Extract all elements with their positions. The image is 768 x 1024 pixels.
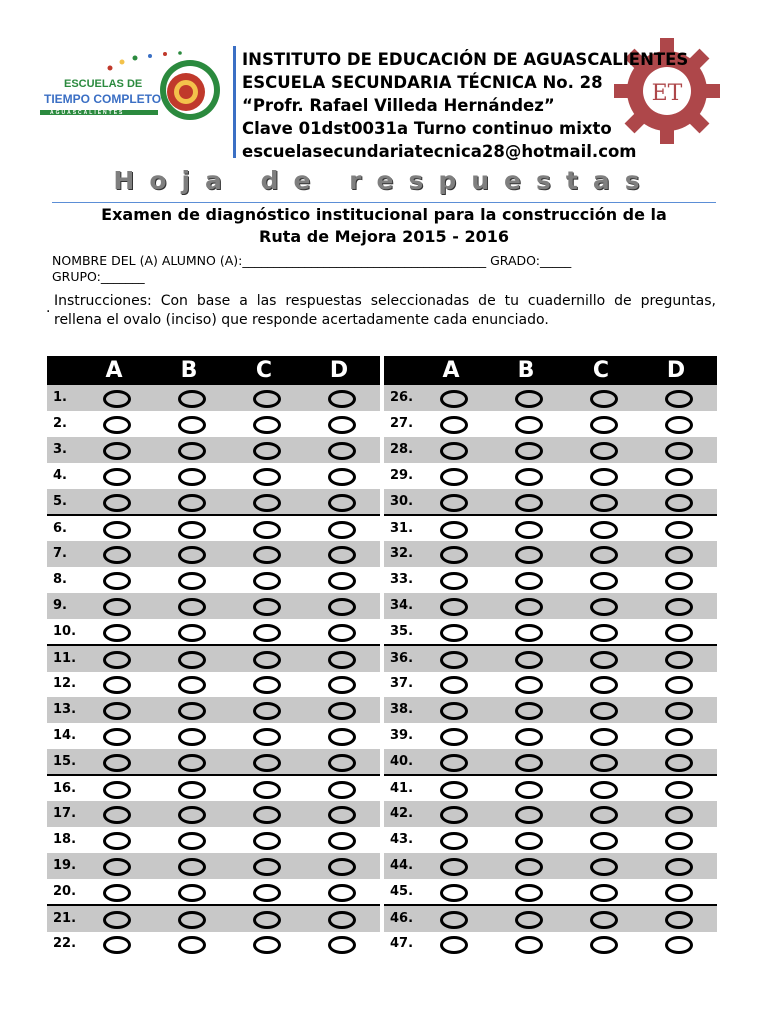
answer-bubble-b[interactable] (178, 728, 206, 746)
answer-bubble-a[interactable] (103, 494, 131, 512)
answer-bubble-b[interactable] (178, 676, 206, 694)
answer-bubble-c[interactable] (253, 754, 281, 772)
option-header-c: C (255, 358, 273, 383)
answer-bubble-d[interactable] (328, 676, 356, 694)
answer-bubble-c[interactable] (253, 598, 281, 616)
question-number: 32. (390, 546, 414, 561)
exam-subtitle-line2: Ruta de Mejora 2015 - 2016 (259, 227, 509, 246)
answer-row (384, 437, 717, 463)
answer-bubble-a[interactable] (440, 806, 468, 824)
question-number: 10. (53, 624, 77, 639)
answer-bubble-d[interactable] (328, 546, 356, 564)
answer-row (47, 879, 380, 905)
answer-bubble-c[interactable] (253, 442, 281, 460)
option-header-d: D (329, 358, 349, 383)
option-header-b: B (517, 358, 535, 383)
answer-bubble-a[interactable] (103, 442, 131, 460)
answer-bubble-a[interactable] (103, 390, 131, 408)
answer-bubble-c[interactable] (253, 521, 281, 539)
option-header-b: B (180, 358, 198, 383)
answer-bubble-a[interactable] (440, 754, 468, 772)
answer-bubble-a[interactable] (440, 572, 468, 590)
question-number: 46. (390, 911, 414, 926)
answer-bubble-c[interactable] (590, 598, 618, 616)
instructions: Instrucciones: Con base a las respuestas seleccionadas de tu cuadernillo de preguntas, rellena el ovalo (inciso) que responde acertadamente cada enunciado. (54, 293, 716, 328)
question-number: 30. (390, 494, 414, 509)
question-number: 17. (53, 806, 77, 821)
answer-bubble-c[interactable] (590, 390, 618, 408)
answer-bubble-a[interactable] (440, 936, 468, 954)
answer-bubble-a[interactable] (103, 884, 131, 902)
question-number: 16. (53, 781, 77, 796)
answer-bubble-a[interactable] (103, 781, 131, 799)
answer-row (384, 697, 717, 723)
answer-bubble-b[interactable] (178, 546, 206, 564)
answer-bubble-d[interactable] (665, 676, 693, 694)
answer-bubble-c[interactable] (590, 911, 618, 929)
answer-bubble-a[interactable] (440, 416, 468, 434)
answer-bubble-b[interactable] (178, 442, 206, 460)
answer-bubble-a[interactable] (440, 728, 468, 746)
svg-text:ET: ET (651, 81, 683, 106)
answer-bubble-d[interactable] (665, 494, 693, 512)
question-number: 44. (390, 858, 414, 873)
answer-row (47, 774, 380, 802)
answer-row (47, 514, 380, 542)
question-number: 29. (390, 468, 414, 483)
answer-bubble-a[interactable] (440, 702, 468, 720)
question-number: 9. (53, 598, 67, 613)
answer-bubble-c[interactable] (590, 728, 618, 746)
answer-bubble-a[interactable] (103, 651, 131, 669)
question-number: 22. (53, 936, 77, 951)
answer-bubble-d[interactable] (328, 572, 356, 590)
answer-row (384, 853, 717, 879)
answer-bubble-a[interactable] (440, 494, 468, 512)
question-number: 7. (53, 546, 67, 561)
answer-bubble-d[interactable] (328, 468, 356, 486)
answer-bubble-b[interactable] (178, 521, 206, 539)
answer-bubble-c[interactable] (590, 651, 618, 669)
option-header-c: C (592, 358, 610, 383)
answer-row (47, 619, 380, 645)
answer-bubble-b[interactable] (515, 806, 543, 824)
answer-row (384, 567, 717, 593)
answer-row (384, 644, 717, 672)
question-number: 19. (53, 858, 77, 873)
bullet-dot: . (46, 300, 51, 316)
answer-row (384, 619, 717, 645)
answer-bubble-a[interactable] (440, 781, 468, 799)
answer-row (384, 774, 717, 802)
answer-bubble-a[interactable] (440, 832, 468, 850)
question-number: 37. (390, 676, 414, 691)
logo-text-line2: TIEMPO COMPLETO (44, 92, 162, 106)
answer-bubble-c[interactable] (590, 936, 618, 954)
answer-bubble-b[interactable] (178, 754, 206, 772)
school-name: ESCUELA SECUNDARIA TÉCNICA No. 28 (242, 73, 603, 92)
answer-bubble-b[interactable] (515, 754, 543, 772)
answer-bubble-a[interactable] (440, 546, 468, 564)
answer-bubble-b[interactable] (178, 911, 206, 929)
answer-bubble-a[interactable] (103, 521, 131, 539)
answer-row (384, 489, 717, 515)
answer-bubble-b[interactable] (515, 416, 543, 434)
answer-bubble-a[interactable] (103, 936, 131, 954)
question-number: 38. (390, 702, 414, 717)
answer-bubble-a[interactable] (103, 546, 131, 564)
answer-bubble-b[interactable] (515, 936, 543, 954)
question-number: 8. (53, 572, 67, 587)
answer-bubble-d[interactable] (665, 781, 693, 799)
answer-row (384, 904, 717, 932)
question-number: 1. (53, 390, 67, 405)
answer-bubble-c[interactable] (253, 911, 281, 929)
answer-bubble-c[interactable] (590, 858, 618, 876)
answer-bubble-a[interactable] (103, 806, 131, 824)
question-number: 4. (53, 468, 67, 483)
answer-bubble-d[interactable] (328, 781, 356, 799)
answer-bubble-d[interactable] (665, 884, 693, 902)
answer-bubble-a[interactable] (103, 911, 131, 929)
answer-bubble-b[interactable] (515, 442, 543, 460)
answer-bubble-c[interactable] (590, 416, 618, 434)
answer-row (47, 853, 380, 879)
answer-row (47, 567, 380, 593)
answer-bubble-d[interactable] (665, 728, 693, 746)
answer-bubble-a[interactable] (440, 521, 468, 539)
answer-bubble-d[interactable] (665, 754, 693, 772)
answer-bubble-a[interactable] (440, 390, 468, 408)
answer-bubble-c[interactable] (590, 521, 618, 539)
answer-bubble-c[interactable] (253, 676, 281, 694)
question-number: 26. (390, 390, 414, 405)
answer-bubble-b[interactable] (178, 702, 206, 720)
answer-bubble-c[interactable] (590, 546, 618, 564)
answer-bubble-b[interactable] (178, 651, 206, 669)
answer-bubble-a[interactable] (440, 651, 468, 669)
question-number: 31. (390, 521, 414, 536)
answer-bubble-b[interactable] (515, 624, 543, 642)
answer-bubble-d[interactable] (328, 390, 356, 408)
right-options-header (384, 356, 717, 385)
answer-row (47, 801, 380, 827)
answer-bubble-c[interactable] (590, 702, 618, 720)
answer-bubble-d[interactable] (328, 651, 356, 669)
answer-bubble-c[interactable] (253, 494, 281, 512)
answer-row (384, 723, 717, 749)
answer-row (47, 437, 380, 463)
answer-row (47, 593, 380, 619)
answer-bubble-b[interactable] (515, 390, 543, 408)
answer-bubble-a[interactable] (103, 598, 131, 616)
answer-bubble-c[interactable] (253, 884, 281, 902)
answer-bubble-a[interactable] (440, 598, 468, 616)
answer-bubble-b[interactable] (515, 832, 543, 850)
answer-bubble-b[interactable] (515, 702, 543, 720)
answer-bubble-b[interactable] (515, 728, 543, 746)
answer-bubble-b[interactable] (178, 936, 206, 954)
answer-row (384, 593, 717, 619)
question-number: 20. (53, 884, 77, 899)
student-name-grade-field[interactable]: NOMBRE DEL (A) ALUMNO (A):_______________________________________ GRADO:_____ (52, 253, 572, 268)
answer-bubble-a[interactable] (440, 442, 468, 460)
answer-bubble-a[interactable] (103, 676, 131, 694)
option-header-a: A (442, 358, 460, 383)
tiempo-completo-logo (40, 48, 220, 128)
question-number: 47. (390, 936, 414, 951)
answer-bubble-d[interactable] (665, 416, 693, 434)
answer-bubble-a[interactable] (440, 468, 468, 486)
answer-bubble-c[interactable] (253, 546, 281, 564)
answer-bubble-d[interactable] (328, 884, 356, 902)
answer-bubble-d[interactable] (328, 702, 356, 720)
answer-bubble-c[interactable] (590, 624, 618, 642)
answer-bubble-c[interactable] (590, 442, 618, 460)
answer-bubble-a[interactable] (103, 728, 131, 746)
answer-bubble-d[interactable] (328, 521, 356, 539)
question-number: 6. (53, 521, 67, 536)
answer-bubble-a[interactable] (440, 858, 468, 876)
answer-bubble-b[interactable] (515, 884, 543, 902)
answer-bubble-d[interactable] (665, 702, 693, 720)
answer-bubble-d[interactable] (665, 598, 693, 616)
answer-row (47, 749, 380, 775)
answer-row (384, 671, 717, 697)
question-number: 3. (53, 442, 67, 457)
answer-bubble-d[interactable] (328, 728, 356, 746)
answer-bubble-b[interactable] (515, 494, 543, 512)
answer-bubble-c[interactable] (590, 494, 618, 512)
answer-bubble-d[interactable] (328, 754, 356, 772)
question-number: 13. (53, 702, 77, 717)
school-namesake: “Profr. Rafael Villeda Hernández” (242, 96, 555, 115)
answer-bubble-b[interactable] (515, 546, 543, 564)
question-number: 12. (53, 676, 77, 691)
answer-bubble-d[interactable] (328, 442, 356, 460)
answer-row (384, 385, 717, 411)
answer-bubble-a[interactable] (103, 572, 131, 590)
question-number: 5. (53, 494, 67, 509)
answer-bubble-b[interactable] (178, 624, 206, 642)
answer-bubble-c[interactable] (253, 651, 281, 669)
exam-subtitle-line1: Examen de diagnóstico institucional para la construcción de la (101, 205, 667, 224)
answer-bubble-c[interactable] (590, 832, 618, 850)
answer-row (384, 931, 717, 957)
answer-bubble-c[interactable] (253, 806, 281, 824)
option-header-a: A (105, 358, 123, 383)
question-number: 34. (390, 598, 414, 613)
school-info (242, 48, 762, 163)
answer-bubble-d[interactable] (665, 806, 693, 824)
question-number: 27. (390, 416, 414, 431)
answer-bubble-a[interactable] (103, 468, 131, 486)
answer-bubble-b[interactable] (178, 494, 206, 512)
answer-bubble-b[interactable] (515, 468, 543, 486)
answer-bubble-d[interactable] (665, 624, 693, 642)
answer-bubble-c[interactable] (253, 572, 281, 590)
answer-row (384, 463, 717, 489)
page-title: Hoja de respuestas (113, 166, 655, 195)
answer-row (47, 671, 380, 697)
answer-bubble-c[interactable] (590, 676, 618, 694)
answer-row (47, 827, 380, 853)
answer-row (47, 697, 380, 723)
answer-row (47, 904, 380, 932)
answer-bubble-c[interactable] (590, 572, 618, 590)
answer-row (47, 931, 380, 957)
question-number: 33. (390, 572, 414, 587)
answer-bubble-c[interactable] (590, 468, 618, 486)
answer-bubble-d[interactable] (328, 858, 356, 876)
answer-row (384, 411, 717, 437)
question-number: 14. (53, 728, 77, 743)
option-header-d: D (666, 358, 686, 383)
answer-bubble-c[interactable] (590, 781, 618, 799)
answer-bubble-c[interactable] (590, 754, 618, 772)
answer-bubble-b[interactable] (178, 781, 206, 799)
answer-bubble-d[interactable] (328, 598, 356, 616)
answer-row (47, 541, 380, 567)
answer-row (47, 463, 380, 489)
question-number: 2. (53, 416, 67, 431)
answer-bubble-c[interactable] (253, 936, 281, 954)
answer-bubble-b[interactable] (178, 390, 206, 408)
answer-bubble-b[interactable] (178, 832, 206, 850)
answer-bubble-b[interactable] (515, 521, 543, 539)
answer-row (384, 749, 717, 775)
answer-bubble-d[interactable] (665, 936, 693, 954)
answer-bubble-a[interactable] (103, 624, 131, 642)
answer-bubble-d[interactable] (665, 832, 693, 850)
question-number: 36. (390, 651, 414, 666)
answer-bubble-d[interactable] (328, 911, 356, 929)
answer-bubble-a[interactable] (103, 754, 131, 772)
question-number: 18. (53, 832, 77, 847)
question-number: 40. (390, 754, 414, 769)
answer-bubble-c[interactable] (253, 390, 281, 408)
question-number: 43. (390, 832, 414, 847)
answer-row (384, 514, 717, 542)
answer-bubble-c[interactable] (253, 702, 281, 720)
question-number: 39. (390, 728, 414, 743)
answer-row (384, 801, 717, 827)
answer-bubble-d[interactable] (328, 936, 356, 954)
answer-bubble-c[interactable] (253, 728, 281, 746)
answer-bubble-b[interactable] (515, 781, 543, 799)
question-number: 45. (390, 884, 414, 899)
answer-bubble-d[interactable] (665, 521, 693, 539)
answer-bubble-b[interactable] (178, 416, 206, 434)
school-email: escuelasecundariatecnica28@hotmail.com (242, 142, 637, 161)
left-options-header (47, 356, 380, 385)
answer-bubble-a[interactable] (103, 832, 131, 850)
answer-bubble-b[interactable] (178, 572, 206, 590)
answer-bubble-b[interactable] (178, 858, 206, 876)
answer-bubble-c[interactable] (590, 884, 618, 902)
student-fields (52, 253, 716, 285)
answer-bubble-d[interactable] (328, 494, 356, 512)
answer-bubble-b[interactable] (515, 858, 543, 876)
answer-bubble-d[interactable] (665, 442, 693, 460)
title-divider (52, 202, 716, 203)
answer-bubble-c[interactable] (590, 806, 618, 824)
answer-bubble-c[interactable] (253, 416, 281, 434)
answer-bubble-a[interactable] (440, 884, 468, 902)
answer-bubble-b[interactable] (178, 884, 206, 902)
answer-bubble-d[interactable] (665, 546, 693, 564)
answer-bubble-d[interactable] (665, 390, 693, 408)
answer-row (384, 879, 717, 905)
answer-bubble-c[interactable] (253, 468, 281, 486)
answer-bubble-b[interactable] (178, 468, 206, 486)
answer-bubble-a[interactable] (103, 858, 131, 876)
answer-bubble-a[interactable] (103, 702, 131, 720)
answer-bubble-a[interactable] (440, 911, 468, 929)
logo-text-line3: AGUASCALIENTES (50, 110, 125, 116)
answer-bubble-b[interactable] (515, 598, 543, 616)
question-number: 41. (390, 781, 414, 796)
answer-row (47, 644, 380, 672)
answer-bubble-d[interactable] (665, 911, 693, 929)
answer-bubble-c[interactable] (253, 624, 281, 642)
answer-bubble-a[interactable] (440, 676, 468, 694)
header-divider (233, 46, 236, 158)
question-number: 35. (390, 624, 414, 639)
question-number: 15. (53, 754, 77, 769)
school-clave: Clave 01dst0031a Turno continuo mixto (242, 119, 612, 138)
answer-row (47, 723, 380, 749)
answer-row (47, 385, 380, 411)
answer-bubble-c[interactable] (253, 832, 281, 850)
answer-bubble-a[interactable] (440, 624, 468, 642)
question-number: 28. (390, 442, 414, 457)
answer-row (47, 489, 380, 515)
question-number: 21. (53, 911, 77, 926)
answer-bubble-d[interactable] (665, 858, 693, 876)
student-group-field[interactable]: GRUPO:_______ (52, 269, 145, 284)
answer-bubble-b[interactable] (515, 572, 543, 590)
answer-bubble-d[interactable] (328, 416, 356, 434)
answer-bubble-d[interactable] (328, 806, 356, 824)
answer-bubble-d[interactable] (665, 468, 693, 486)
institute-name: INSTITUTO DE EDUCACIÓN DE AGUASCALIENTES (242, 50, 689, 69)
answer-bubble-c[interactable] (253, 781, 281, 799)
answer-row (384, 827, 717, 853)
answer-bubble-d[interactable] (328, 624, 356, 642)
answer-bubble-a[interactable] (103, 416, 131, 434)
question-number: 11. (53, 651, 77, 666)
document-header (0, 0, 768, 160)
answer-bubble-b[interactable] (515, 651, 543, 669)
answer-bubble-c[interactable] (253, 858, 281, 876)
exam-subtitle (52, 204, 716, 248)
answer-bubble-d[interactable] (665, 572, 693, 590)
answer-bubble-b[interactable] (515, 676, 543, 694)
answer-bubble-b[interactable] (178, 806, 206, 824)
answer-row (47, 411, 380, 437)
answer-bubble-d[interactable] (665, 651, 693, 669)
answer-bubble-b[interactable] (515, 911, 543, 929)
question-number: 42. (390, 806, 414, 821)
answer-bubble-b[interactable] (178, 598, 206, 616)
answer-row (384, 541, 717, 567)
logo-text-line1: ESCUELAS DE (64, 78, 143, 90)
answer-bubble-d[interactable] (328, 832, 356, 850)
